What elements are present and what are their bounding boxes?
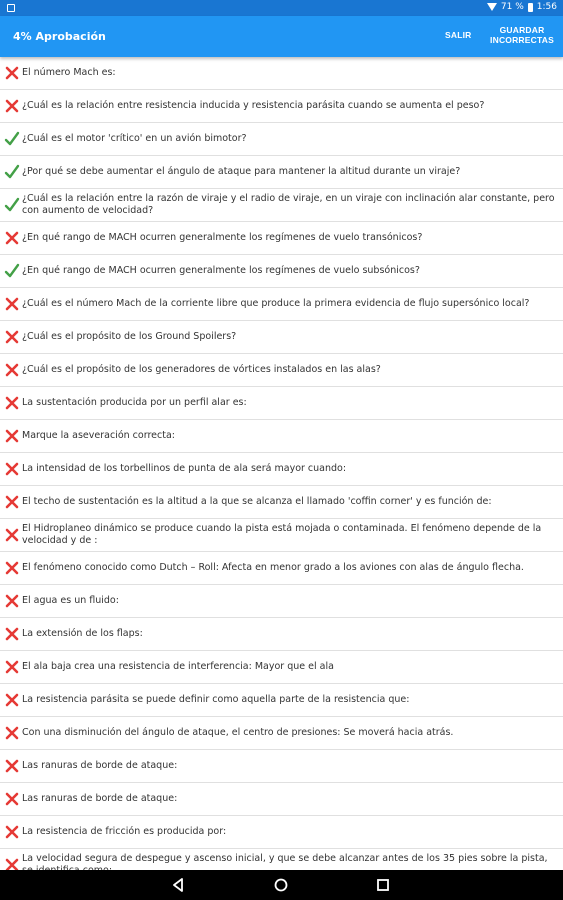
question-row[interactable] — [0, 717, 563, 750]
cross-icon — [4, 560, 20, 576]
guardar-line1: GUARDAR — [499, 25, 545, 35]
question-text: El agua es un fluido: — [22, 595, 119, 606]
cross-icon — [4, 626, 20, 642]
question-text: La sustentación producida por un perfil alar es: — [22, 397, 247, 408]
question-row[interactable] — [0, 519, 563, 552]
recents-icon[interactable] — [376, 878, 390, 892]
cross-icon — [4, 461, 20, 477]
question-row[interactable] — [0, 618, 563, 651]
salir-button[interactable]: SALIR — [445, 30, 472, 40]
question-row[interactable] — [0, 651, 563, 684]
cross-icon — [4, 593, 20, 609]
question-text: Marque la aseveración correcta: — [22, 430, 175, 441]
back-icon[interactable] — [172, 878, 186, 892]
check-icon — [4, 164, 20, 180]
question-row[interactable] — [0, 90, 563, 123]
cross-icon — [4, 395, 20, 411]
question-text: La velocidad segura de despegue y ascenso inicial, y que se debe alcanzar antes de los 35 pies sobre la pista, — [22, 853, 548, 864]
navigation-bar — [0, 870, 563, 900]
question-row[interactable] — [0, 222, 563, 255]
check-icon — [4, 131, 20, 147]
question-text: ¿Cuál es la relación entre la razón de viraje y el radio de viraje, en un viraje con inclinación alar constante, pero con aumento de velocidad? — [22, 193, 555, 216]
question-row[interactable] — [0, 750, 563, 783]
question-text: ¿Cuál es el número Mach de la corriente libre que produce la primera evidencia de flujo supersónico local? — [22, 298, 530, 309]
check-icon — [4, 263, 20, 279]
notification-icon — [7, 4, 15, 12]
cross-icon — [4, 65, 20, 81]
guardar-incorrectas-button[interactable] — [490, 25, 554, 45]
cross-icon — [4, 494, 20, 510]
question-row[interactable] — [0, 552, 563, 585]
question-text: ¿Cuál es el propósito de los generadores de vórtices instalados en las alas? — [22, 364, 381, 375]
question-text: ¿En qué rango de MACH ocurren generalmente los regímenes de vuelo transónicos? — [22, 232, 423, 243]
cross-icon — [4, 659, 20, 675]
cross-icon — [4, 329, 20, 345]
page-title: 4% Aprobación — [13, 30, 106, 43]
cross-icon — [4, 527, 20, 543]
question-text: La resistencia parásita se puede definir como aquella parte de la resistencia que: — [22, 694, 410, 705]
check-icon — [4, 197, 20, 213]
question-row[interactable] — [0, 783, 563, 816]
question-list[interactable] — [0, 57, 563, 870]
question-row[interactable] — [0, 57, 563, 90]
question-text: ¿Cuál es el motor 'crítico' en un avión bimotor? — [22, 133, 247, 144]
question-text: ¿Por qué se debe aumentar el ángulo de ataque para mantener la altitud durante un viraje? — [22, 166, 461, 177]
question-text: La extensión de los flaps: — [22, 628, 143, 639]
question-text: El Hidroplaneo dinámico se produce cuando la pista está mojada o contaminada. El fenómeno depende de la velocidad y de : — [22, 523, 542, 546]
home-icon[interactable] — [274, 878, 288, 892]
guardar-line2: INCORRECTAS — [490, 35, 554, 45]
app-bar — [0, 16, 563, 57]
question-row[interactable] — [0, 189, 563, 222]
question-row[interactable] — [0, 486, 563, 519]
cross-icon — [4, 362, 20, 378]
question-text: El fenómeno conocido como Dutch – Roll: Afecta en menor grado a los aviones con alas de ángulo flecha. — [22, 562, 524, 573]
question-text: ¿Cuál es el propósito de los Ground Spoilers? — [22, 331, 237, 342]
question-row[interactable] — [0, 453, 563, 486]
wifi-icon — [487, 3, 497, 11]
cross-icon — [4, 758, 20, 774]
status-time: 1:56 — [536, 2, 557, 12]
question-text: ¿Cuál es la relación entre resistencia inducida y resistencia parásita cuando se aumenta el peso? — [22, 100, 485, 111]
status-bar — [0, 0, 563, 16]
question-row[interactable] — [0, 420, 563, 453]
cross-icon — [4, 428, 20, 444]
question-row[interactable] — [0, 156, 563, 189]
question-text: La resistencia de fricción es producida por: — [22, 826, 227, 837]
question-text: ¿En qué rango de MACH ocurren generalmente los regímenes de vuelo subsónicos? — [22, 265, 420, 276]
question-row[interactable] — [0, 585, 563, 618]
question-text: Las ranuras de borde de ataque: — [22, 793, 178, 804]
question-text: El número Mach es: — [22, 67, 116, 78]
cross-icon — [4, 725, 20, 741]
cross-icon — [4, 791, 20, 807]
question-row[interactable] — [0, 288, 563, 321]
question-row[interactable] — [0, 255, 563, 288]
question-text: La intensidad de los torbellinos de punta de ala será mayor cuando: — [22, 463, 347, 474]
question-text: Con una disminución del ángulo de ataque, el centro de presiones: Se moverá hacia atrás. — [22, 727, 454, 738]
cross-icon — [4, 692, 20, 708]
cross-icon — [4, 296, 20, 312]
question-row[interactable] — [0, 123, 563, 156]
question-row[interactable] — [0, 387, 563, 420]
status-right — [487, 2, 557, 12]
question-row[interactable] — [0, 816, 563, 849]
question-text: El techo de sustentación es la altitud a la que se alcanza el llamado 'coffin corner' y es función de: — [22, 496, 492, 507]
question-text: Las ranuras de borde de ataque: — [22, 760, 178, 771]
question-row[interactable] — [0, 354, 563, 387]
cross-icon — [4, 824, 20, 840]
question-text: El ala baja crea una resistencia de interferencia: Mayor que el ala — [22, 661, 334, 672]
question-row[interactable] — [0, 321, 563, 354]
cross-icon — [4, 230, 20, 246]
question-row[interactable] — [0, 684, 563, 717]
cross-icon — [4, 98, 20, 114]
battery-icon — [528, 3, 533, 12]
battery-percent: 71 % — [500, 2, 524, 12]
